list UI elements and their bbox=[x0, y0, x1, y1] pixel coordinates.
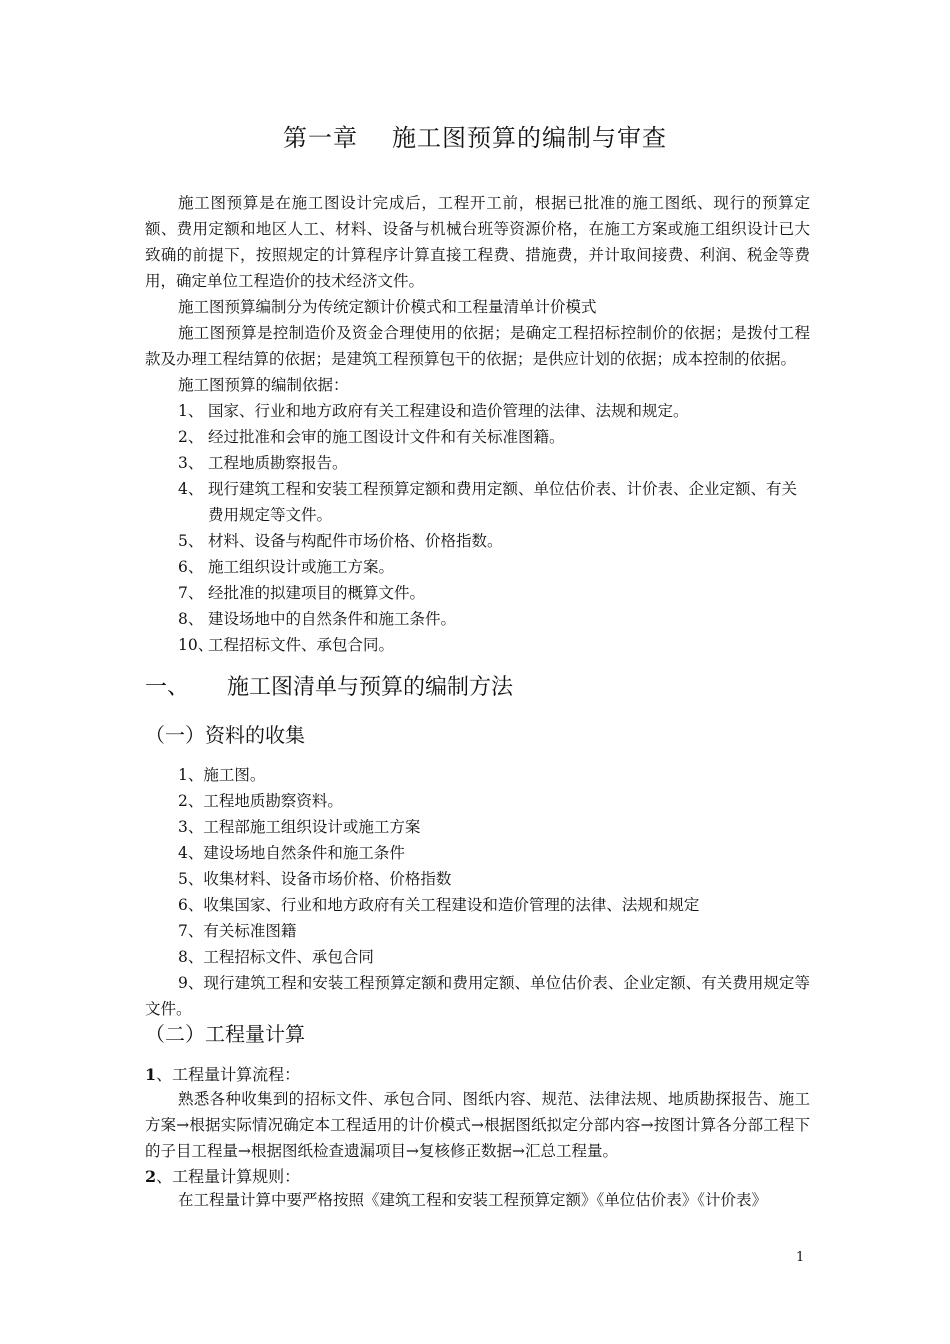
list-item: 2、工程地质勘察资料。 bbox=[178, 792, 343, 810]
intro-paragraph-4: 施工图预算的编制依据： bbox=[178, 376, 349, 394]
list-item: 5、 材料、设备与构配件市场价格、价格指数。 bbox=[178, 532, 503, 550]
intro-paragraph-2: 施工图预算编制分为传统定额计价模式和工程量清单计价模式 bbox=[178, 298, 597, 316]
section-heading bbox=[145, 670, 513, 701]
page-number: 1 bbox=[796, 1250, 805, 1265]
list-item: 8、 建设场地中的自然条件和施工条件。 bbox=[178, 610, 457, 628]
intro-section bbox=[145, 190, 810, 658]
list-item: 6、 施工组织设计或施工方案。 bbox=[178, 558, 395, 576]
list-item: 3、工程部施工组织设计或施工方案 bbox=[178, 818, 421, 836]
list-item: 2、 经过批准和会审的施工图设计文件和有关标准图籍。 bbox=[178, 428, 565, 446]
list-item: 9、现行建筑工程和安装工程预算定额和费用定额、单位估价表、企业定额、有关费用规定等文件。 bbox=[145, 974, 810, 1018]
chapter-title bbox=[0, 118, 950, 153]
list-item: 4、 现行建筑工程和安装工程预算定额和费用定额、单位估价表、计价表、企业定额、有关费用规定等文件。 bbox=[178, 480, 798, 524]
list-item: 4、建设场地自然条件和施工条件 bbox=[178, 844, 405, 862]
section-number: 一、 bbox=[145, 675, 190, 700]
subsection-heading-quantity: （二）工程量计算 bbox=[145, 1022, 305, 1046]
heading-calculation-rules: 2、工程量计算规则： bbox=[145, 1167, 301, 1186]
list-item: 7、 经批准的拟建项目的概算文件。 bbox=[178, 584, 426, 602]
intro-paragraph-3: 施工图预算是控制造价及资金合理使用的依据；是确定工程招标控制价的依据；是拨付工程款及办理工程结算的依据；是建筑工程预算包干的依据；是供应计划的依据；成本控制的依据。 bbox=[145, 324, 810, 368]
rules-paragraph: 在工程量计算中要严格按照《建筑工程和安装工程预算定额》《单位估价表》《计价表》 bbox=[178, 1191, 768, 1209]
list-item: 8、工程招标文件、承包合同 bbox=[178, 948, 374, 966]
heading-calculation-flow: 1、工程量计算流程： bbox=[145, 1065, 301, 1084]
subsection-heading-collection: （一）资料的收集 bbox=[145, 723, 305, 747]
chapter-name: 施工图预算的编制与审查 bbox=[392, 124, 667, 152]
section-title: 施工图清单与预算的编制方法 bbox=[227, 675, 514, 700]
intro-paragraph-1: 施工图预算是在施工图设计完成后，工程开工前，根据已批准的施工图纸、现行的预算定额、费用定额和地区人工、材料、设备与机械台班等资源价格，在施工方案或施工组织设计已大致确的前提下，按照规定的计算程序计算直接工程费、措施费，并计取间接费、利润、税金等费用，确定单位工程造价的技术经济文件。 bbox=[145, 194, 810, 290]
flow-paragraph: 熟悉各种收集到的招标文件、承包合同、图纸内容、规范、法律法规、地质勘探报告、施工方案→根据实际情况确定本工程适用的计价模式→根据图纸拟定分部内容→按图计算各分部工程下的子目工程量→根据图纸检查遗漏项目→复核修正数据→汇总工程量。 bbox=[145, 1090, 810, 1160]
list-item: 5、收集材料、设备市场价格、价格指数 bbox=[178, 870, 452, 888]
collection-list bbox=[145, 762, 810, 1022]
list-item: 10、 工程招标文件、承包合同。 bbox=[178, 636, 395, 654]
list-item: 1、施工图。 bbox=[178, 766, 266, 784]
list-item: 1、 国家、行业和地方政府有关工程建设和造价管理的法律、法规和规定。 bbox=[178, 402, 689, 420]
chapter-number: 第一章 bbox=[283, 124, 358, 152]
list-item: 7、有关标准图籍 bbox=[178, 922, 297, 940]
rules-section bbox=[145, 1187, 810, 1213]
list-item: 3、 工程地质勘察报告。 bbox=[178, 454, 348, 472]
list-item: 6、收集国家、行业和地方政府有关工程建设和造价管理的法律、法规和规定 bbox=[178, 896, 700, 914]
flow-section bbox=[145, 1086, 810, 1164]
